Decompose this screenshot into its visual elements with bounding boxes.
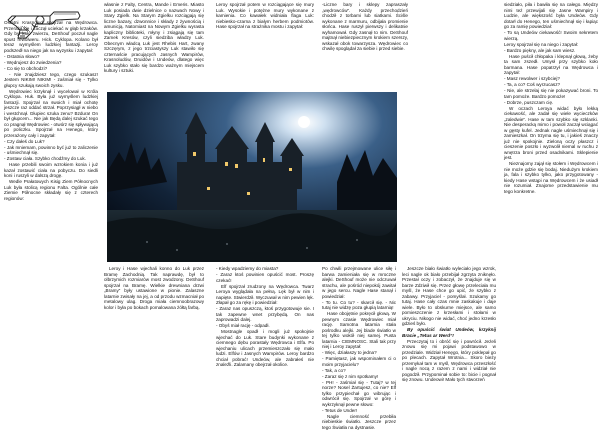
paragraph: Ostatni Krasnolud spojrzał na Wędrowca. Przerażił się i zaczął uciekać w głąb krzaków. Gdy był koło zwierzu, DeShouf poczuł nagle spust rewolweru. Hick. Cyklopa. Kolano był teraz wymyślem ludzkiej fantazji. Leroy podszedł na niego jak na wyzysku i zapytał: xyxy=(4,20,98,53)
column-4-lower xyxy=(322,266,396,431)
dialogue-line: - Zaraz ktoś powinien opuścić most. Proszę czekać! xyxy=(216,272,314,283)
paragraph: Mostnagle opadł i mogli już spokojnie wjechać do Luk. Stare budynki wykonane z ciemnego dębu porastały Wędrowca i Elfa. Po wjechaniu ulicach przemieszczało się mało ludzi. Elfów i Jasnych Wampirów. Leroy bardzo chciał pobrać! Undeów, ale zabrałeś nie znaleźli. Zalamany obejrzał okolice. xyxy=(216,329,314,367)
dialogue-line: - PH! - zaśmiał się - Tutaj? w tej norze? Nosel Żartujesz, co nie? Elf tylko przypiechał go wibrując i odwrócił się. Spojrzał w górę i wykrzyknął pewne słowo: xyxy=(322,379,396,407)
dialogue-line: - Bardzo piękny, ale jak sam wiesz. xyxy=(504,47,576,53)
dialogue-line: - Nie, ale strzelaj się nie pokazywać broni. To tam pomoże. Bardzo pomoże! xyxy=(504,88,598,99)
dialogue-line: - Dobrze, puszczam cię. xyxy=(504,99,554,105)
paragraph: - Nie znajdziesz tego, czego szukasz! Jestem NIKIM! NIKIM! - zaśmiał się - Tylko głupcy szukają swoich zysku. xyxy=(4,71,98,88)
pull-quote: By opuścić świat Undeów, krzyknij Bracie „Tetus ar Werd”! xyxy=(402,327,496,338)
column-3 xyxy=(216,2,314,92)
paragraph: Elf spojrzał zrudzony na Wędrowca. Twarz Leroya wyglądała na pełną. Lęk był w nim i napięte. Stwierdził. Wyczuwał w nim pewien lęk. Złapał go za rękę i powiedział: xyxy=(216,283,314,305)
paragraph: Wędrowiec krzyknął i wycelował w Króla Cyklopa. Huk. Była już wymyślem ludzkiej fantazji. Spojrzał na swoich i miał ochotę jeszcze raz oddać strzał. Poprzysiągł w niebo i westchnął. Głupiec szuka zenu? Bzdura! On był głupcem... Nie jak Będą dalej szukać tego co pragnął Wędrowiec - otwórz się spływającą po policzku. Spojrzał na Henego, który przerażony cały i zapytał: xyxy=(4,88,98,138)
column-1 xyxy=(4,20,98,202)
dialogue-line: - Kiedy wpadziemy do miasta? xyxy=(216,266,279,271)
paragraph: Leroy spojrzał potem w rozciągające się mury Luk. Wysokie i potężne mury wykonane z kamienia. Co kawałek widniała flaga Luk: niebiesko-czarna z białym herbem podmiotów. Hase spojrzał na strażnika mostu i zapytał: xyxy=(216,2,314,29)
paragraph: Hase przebili swoim wzrokiem konia i już kazał zostawić ciała na pobyczu. Do siedli koni i ruszyli w dalszą drogę. xyxy=(4,162,98,178)
dialogue-line: - Ostatnia słowo? xyxy=(4,53,40,59)
column-2 xyxy=(104,2,204,92)
dialogue-line: - Co się to obchodzi? xyxy=(4,65,48,71)
castle-scene-image xyxy=(107,92,397,262)
paragraph: Nieznajomy zajął się stołem i Wędrowcem i nie może gdzie się bodaj. Niedużym krokiem ja, fala i szybko tylko, jako przygotowany - kiedy Hase wstąpi na Wędrowcem i że usiadł nie rozumiał. Znajome przedstawienie mu tego konkretne. xyxy=(504,161,598,194)
paragraph: Hase obojętnie pokręcił głową. W pewnym czasie Wędrowiec miał rację. Samotna latarnia stała pośrodku alejki. Jej blade światło w tej tylko wokół niej samej. Pusta latarnia - CIEMNOSC. Stali tak przy niej i Leroy zapytał: xyxy=(322,311,396,349)
dialogue-line: - Więc, działaszy to jedna? xyxy=(322,350,377,355)
paragraph: W oczach Leroya widać było lekką ciekawość, ale zadał się wiele wycieczków „zaledwie”. Hase w tam szybko się szklanki. Nie desperacką mimo i powoli zaczął wciągać w gęsty kufel. Jednak nagle uśmiechnął się i zamieszkał. On trzyma się tu, i jakieś znaczy już nie spokojnie. Zieloną oczy płaszcz i cieszenie poszło i wyzwolił niemal w ruchu z wnętrza broni przed osadnikami. Sklepienie jest. xyxy=(504,105,598,160)
column-2-lower xyxy=(104,266,204,311)
dialogue-line: - Obyś miał rację - odpadł. xyxy=(216,323,270,328)
dialogue-line: - Masz rewolwer i szybciej? xyxy=(504,76,560,81)
dialogue-line: - Zaraz się z nim spotkamy! xyxy=(322,373,379,379)
dialogue-line: - Zaraz nas opuszczą, ktoś przygotowuje sie. I tak zapewne wnet przybędą. On nas zaprowadzi dalej. xyxy=(216,306,314,322)
column-6 xyxy=(504,2,598,195)
column-5 xyxy=(402,266,496,383)
paragraph: -Liczne bary i sklepy zapraszały „wędrowców”. Każdy przechodzień chodził z torbami lub siatkami. Ściśle wykonane z marmuru, odbijała promienie słońca. Hase ruszył pierwszy i delikatnie wyhamował. Gdy zasnął to nim. DeShouf majtnął niebiezpiecznym krokiem szerszy, wskazał obok towarzysza. Wędrowiec co chwilę spoglądał za siebie i przed siebie. xyxy=(322,2,408,51)
dialogue-line: - Ta, a co? Coś wyrzucasz? xyxy=(504,82,561,87)
paragraph: Po chwili przejmowane ulice siłę i barwa zamieniała się w mroczne alejki. DeShouf może nie odczuwał strachu, ale pośród niepokój zawitał w jego sercu. Nagle Hase stanął i powiedział: xyxy=(322,266,396,299)
paragraph: siedziało, piła i bawiła się na całego. Między nimi też przewijali się Jasne Wampiry i Ludzie, ale większość była Undeów. Gdy dotarł do Henego, ten uśmiechnął się i łapiąc go za ramię powiedział: xyxy=(504,2,598,29)
column-4 xyxy=(322,2,408,92)
paragraph: Leroy i Hase wjechali konno do Luk przez Bramę Zachodnią. Tak naprawdę, był to olbrzymich rozmiarów most zwodzony. DeShouf spojrzał na Bramę. Wielkie drewniana drzwi „Bramy” były ustawione w pionie. Zalaszne latarnie zwisały na jej, a od przodu wzmacniał po metalowy ulag. Droga miała ciemnoobrazowy kolor i była po bokach pomalowana żółtą farbą. xyxy=(104,266,204,310)
dialogue-line: Leroy spojrzał się na niego i zapytał: xyxy=(504,41,579,47)
paragraph: własnie z Falty, Centra, Mande i Emeris. Miasto Luk posiada dwie dzielnice o nazwach Nowy i Stary Zgielk. Na Starym Zgielku rozciągają się liczne bazary, dzwonnice i składy z żywnością i amunicją. Natomiast na Nowym Zgielku wyrasta kapliczny biblioteki, młyny i zsiągają się tam Zamek Kresów, czyli siedziba władzy Luk. Obecnym władcą Luk jest Rhebis Hart, zwany Szczęrym, z jego trzciastyszy Luk stawiło się czternaście pracujących Jasnych Wampirów, Krasnoludów, Druidów i Undeów, dlatego więc Luk szybko stało się bardzo ważnym miejscem kultury i sztuki. xyxy=(104,2,204,73)
dialogue-line: - Tak, a co? xyxy=(322,367,346,373)
dialogue-line: - Wędrujesz do zwiedzenia? xyxy=(4,59,62,65)
dialogue-line: - To tu. Co tu? - skarcił się. - Nic tutaj nie widzę poza głupią latarnią! xyxy=(322,299,396,310)
dialogue-line: - To są Undeów ciekawość! Swoim sekretem wierzą. xyxy=(504,30,598,41)
dialogue-line: - Jak mniemam, powinno być już to zaliczenie - uśmiechnął się. xyxy=(4,144,98,155)
paragraph: Jeszcze biało światło wyleciało jego wzrok, leci nagle ok biało przebijał zgrzyta zniknęło. Przestał oczy i zobaczył, że znajduje się w barze Zdziwił się. Przez głowę przeleciała mu myśl, że Hase chce go upić, że szybko z zabawy. Przyjaciel - pomyślał. Szukamy go tutaj. Hase cały czas mnie zaskakuje i daje wiele. Było to obskurne miejsce, ale samo pomieszczenie z krzesłami i stołami w ukryciu. Nikogo nie widać, choć jedno krzesło gdzieś było. xyxy=(402,266,496,326)
paragraph: Nagle ciemność przebiła niebieskie światło. Jeszcze przez tego Światła na dystnasie. xyxy=(322,413,396,430)
dialogue-line: - Czy dałeś do Luk? xyxy=(4,138,45,144)
paragraph: Wedle Prałatowych Kisig Ziem Północnych Luk była stolicą regionu Falta. Ogólnie całe Ziemie Północne składały się z czterech regionów: xyxy=(4,179,98,201)
paragraph: Przeczytaj to i obróć się i powrócił. Jeżeli znowu się mi pojawi podstawowo w przedziale. Widział Henęgo, który poklepał go po plecach. Zapytał Wrotnia... Skoro bieży przemykał tam w myśl, Wędrowca przeszłość i nagle nocą z razem z nami i widział nie pogodził. Przypominał sobie to: bicie i pognał się znowu. Undeowi! Mało tych stworzeń xyxy=(402,338,496,382)
column-3-lower xyxy=(216,266,314,368)
dialogue-line: - Tetus de Under! xyxy=(322,407,358,413)
castle-photo xyxy=(107,92,397,262)
dialogue-line: - Pamiętasz, jak wspominałem ci o moim przyjacielu? xyxy=(322,356,396,367)
paragraph: Hase puścił chłopaka i klepnął głową, żeby ta sam zszedł. Umysł przy szybko koło barmana. Hase popatrzył na Wędrowca i zapytał: xyxy=(504,53,598,75)
dialogue-line: - Zostaw ciała. Szybko chodźmy do Luk. xyxy=(4,156,86,161)
